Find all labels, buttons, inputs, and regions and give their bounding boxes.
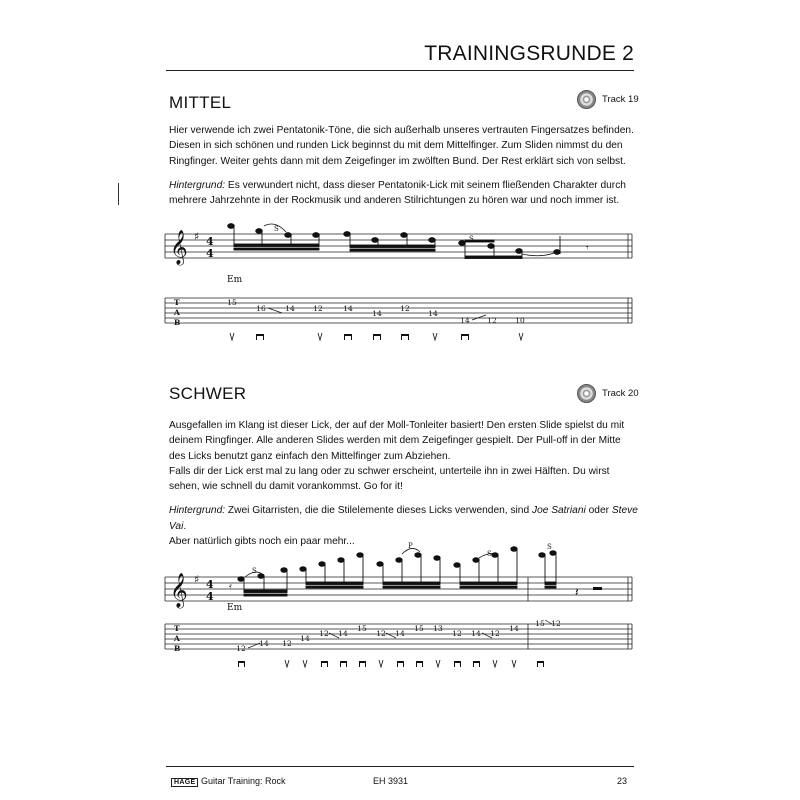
treble-clef-icon: 𝄞 <box>170 573 188 608</box>
tab-number: 12 <box>452 629 462 638</box>
sixteenth-rest-icon: 𝄿 <box>229 582 232 592</box>
tab-number: 14 <box>343 304 353 313</box>
tab-number: 13 <box>433 624 443 633</box>
footer-left <box>171 776 286 787</box>
artist-name: Joe Satriani <box>531 505 586 517</box>
catalog-code: EH 3931 <box>373 776 409 786</box>
tab-letter: T <box>174 298 180 307</box>
slide-mark: S <box>547 543 552 551</box>
time-sig-bottom: 4 <box>206 590 214 603</box>
background-text: oder <box>585 505 612 517</box>
background-text: Es verwundert nicht, dass dieser Pentatonik-Lick mit seinem fließenden Charakter durch mehrere Jahrzehnte in der Rockmusik und anderen Stilrichtungen zu hören war und noch immer ist. <box>169 179 626 207</box>
section-heading-schwer: SCHWER <box>169 384 247 403</box>
paragraph: Falls dir der Lick erst mal zu lang oder zu schwer erscheint, unterteile ihn in zwei Hälften. Du wirst sehen, wie schnell du damit vorankommst. Go for it! <box>169 465 610 493</box>
slide-mark: S <box>252 567 257 575</box>
slide-mark: S <box>274 225 279 233</box>
page-number: 23 <box>617 776 628 786</box>
slide-mark: S <box>469 235 474 243</box>
quarter-rest-icon: 𝄽 <box>575 585 579 599</box>
publisher-logo: HAGE <box>171 778 198 787</box>
background-label: Hintergrund: <box>169 505 226 517</box>
footer-rule <box>166 766 634 767</box>
tab-letter: A <box>174 308 180 317</box>
sharp-icon: ♯ <box>194 230 200 243</box>
tab-number: 12 <box>319 629 329 638</box>
tab-number: 12 <box>490 629 500 638</box>
track-label: Track 20 <box>602 388 639 399</box>
sharp-icon: ♯ <box>194 573 200 586</box>
tab-letter: A <box>174 634 180 643</box>
time-sig-bottom: 4 <box>206 247 214 260</box>
eighth-rest-icon: 𝄾 <box>586 243 589 254</box>
tab-number: 14 <box>285 304 295 313</box>
time-sig-top: 4 <box>206 578 214 591</box>
tab-number: 12 <box>236 644 246 653</box>
artist-name: Steve Vai <box>169 505 638 532</box>
tab-number: 14 <box>338 629 348 638</box>
tab-number: 14 <box>372 309 382 318</box>
background-label: Hintergrund: <box>169 179 226 191</box>
tab-number: 15 <box>227 298 237 307</box>
paragraph: Ausgefallen im Klang ist dieser Lick, der auf der Moll-Tonleiter basiert! Den ersten Slide spielst du mit deinem Ringfinger. Alle anderen Slides werden mit dem Zeigefinger gespielt. Der Pull-off in der Mitte des Licks benutzt ganz einfach den Mittelfinger zum Abziehen. <box>169 420 625 462</box>
tab-number: 14 <box>395 629 405 638</box>
track-label: Track 19 <box>602 94 639 105</box>
background-text: Zwei Gitarristen, die die Stilelemente dieses Licks verwenden, sind <box>225 505 532 517</box>
tab-number: 14 <box>259 639 269 648</box>
tab-number: 12 <box>400 304 410 313</box>
paragraph: Hier verwende ich zwei Pentatonik-Töne, die sich außerhalb unseres vertrauten Fingersatzes befinden. Diesen in sich schönen und runden Lick beginnst du mit dem Mittelfinger. Zum Sliden nimmst du den Ringfinger. Weiter gehts dann mit dem Zeigefinger im zwölften Bund. Der Rest erklärt sich von selbst. <box>169 125 634 167</box>
tab-number: 12 <box>313 304 323 313</box>
pulloff-mark: P <box>408 542 413 550</box>
tab-number: 12 <box>282 639 292 648</box>
tab-number: 14 <box>460 316 470 325</box>
tab-number: 12 <box>376 629 386 638</box>
tab-number: 12 <box>487 316 497 325</box>
slide-mark: S <box>487 550 492 558</box>
tab-number: 12 <box>551 619 561 628</box>
tab-letter: T <box>174 624 180 633</box>
background-text: . <box>183 520 187 532</box>
tab-number: 16 <box>256 304 266 313</box>
chord-symbol: Em <box>227 603 243 613</box>
tab-number: 14 <box>471 629 481 638</box>
tab-number: 14 <box>300 634 310 643</box>
tab-letter: B <box>174 318 181 327</box>
page-title: TRAININGSRUNDE 2 <box>424 42 634 65</box>
section-heading-mittel: MITTEL <box>169 93 232 112</box>
tab-number: 15 <box>414 624 424 633</box>
chord-symbol: Em <box>227 275 243 285</box>
tab-number: 10 <box>515 316 525 325</box>
treble-clef-icon: 𝄞 <box>170 230 188 265</box>
background-text: Aber natürlich gibts noch ein paar mehr... <box>169 536 355 548</box>
time-sig-top: 4 <box>206 235 214 248</box>
tab-number: 15 <box>535 619 545 628</box>
tab-number: 14 <box>428 309 438 318</box>
tab-number: 14 <box>509 624 519 633</box>
tab-letter: B <box>174 644 181 653</box>
half-rest-icon <box>593 587 602 590</box>
book-title: Guitar Training: Rock <box>200 776 286 786</box>
tab-number: 15 <box>357 624 367 633</box>
